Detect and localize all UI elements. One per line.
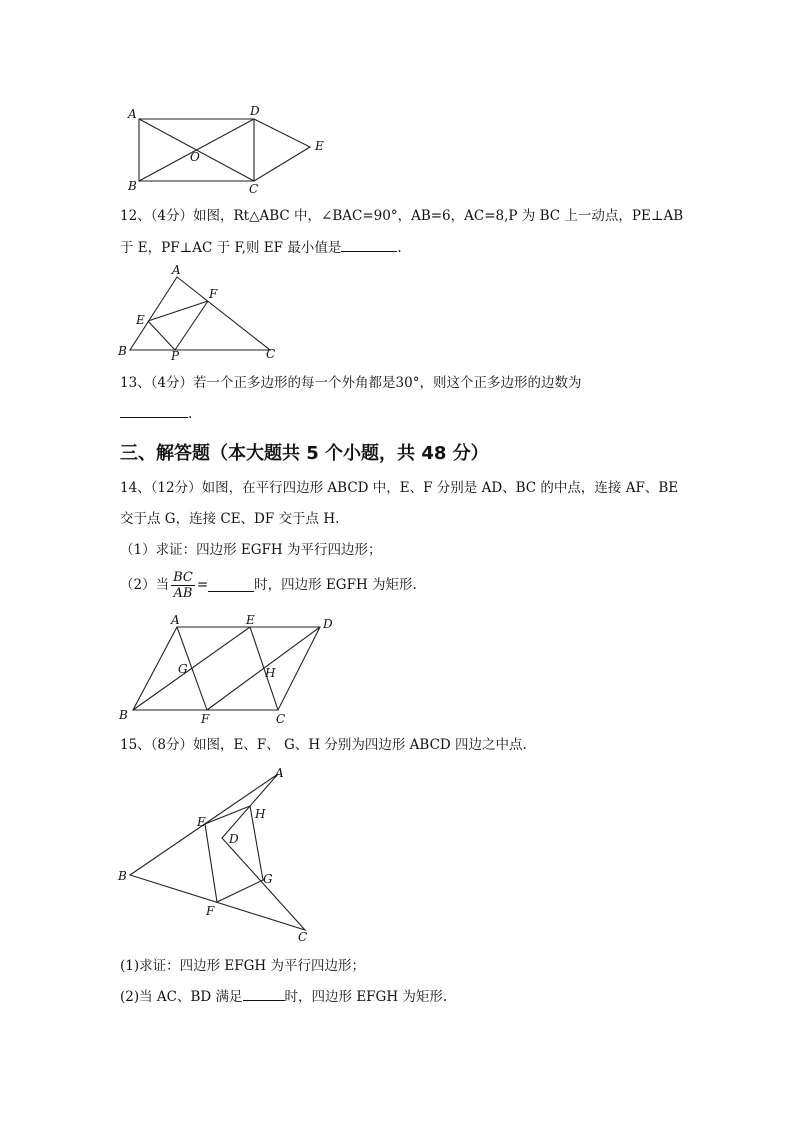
q14-part1: （1）求证：四边形 EGFH 为平行四边形； [120, 542, 382, 558]
label-d: D [229, 832, 239, 846]
fraction-denominator: AB [173, 585, 193, 601]
label-e: E [246, 613, 255, 627]
label-c: C [298, 930, 308, 944]
label-b: B [128, 179, 137, 193]
q12-line2 [120, 239, 402, 257]
label-e: E [197, 815, 206, 829]
label-a: A [171, 613, 180, 627]
q13-line1: 13、（4分）若一个正多边形的每一个外角都是30°，则这个正多边形的边数为 [120, 375, 582, 391]
q12-answer-blank[interactable] [341, 239, 397, 252]
q15-part2 [120, 988, 447, 1006]
q13-line2-end: . [188, 406, 193, 422]
q15-part1: (1)求证：四边形 EFGH 为平行四边形； [120, 958, 365, 974]
figure-rectangle-abcd [120, 100, 340, 200]
label-c: C [249, 182, 259, 196]
label-f: F [206, 904, 215, 918]
segment-ef [148, 301, 208, 321]
label-b: B [119, 708, 128, 722]
triangle-dec [254, 119, 310, 181]
label-g: G [263, 872, 273, 886]
label-a: A [172, 263, 181, 277]
figure-quadrilateral-abcd [115, 762, 320, 947]
q14-line2: 交于点 G，连接 CE、DF 交于点 H. [120, 511, 340, 527]
label-p: P [171, 349, 180, 362]
q13-line2 [120, 405, 192, 423]
label-e: E [136, 313, 145, 327]
segment-be [133, 627, 250, 710]
q15-answer-blank[interactable] [243, 988, 285, 1001]
label-d: D [250, 104, 260, 118]
label-f: F [209, 287, 218, 301]
segment-pf [175, 301, 208, 350]
segment-df [207, 627, 320, 710]
figure-right-triangle-abc [115, 262, 285, 362]
q12-line2-text: 于 E，PF⊥AC 于 F,则 EF 最小值是 [120, 240, 342, 256]
q14-part2-eq: = [196, 577, 209, 593]
q12-line2-end: . [397, 240, 402, 256]
fraction-numerator: BC [173, 569, 193, 585]
segment-pe [148, 321, 175, 350]
q15-part2-text: (2)当 AC、BD 满足 [120, 989, 243, 1005]
ratio-fraction [171, 570, 195, 601]
q15-line1: 15、（8分）如图，E、F、 G、H 分别为四边形 ABCD 四边之中点. [120, 737, 527, 753]
q14-part2 [120, 567, 417, 603]
q14-line1: 14、（12分）如图，在平行四边形 ABCD 中，E、F 分别是 AD、BC 的中点，连接 AF、BE [120, 480, 679, 496]
q14-answer-blank[interactable] [208, 579, 254, 592]
label-c: C [266, 347, 276, 361]
quadrilateral-abcd [130, 774, 305, 930]
label-d: D [323, 617, 333, 631]
label-e: E [315, 139, 324, 153]
label-c: C [276, 712, 286, 726]
label-a: A [275, 766, 284, 780]
label-g: G [178, 662, 188, 676]
label-b: B [118, 869, 127, 883]
parallelogram-abcd [133, 627, 320, 710]
q15-part2-end: 时，四边形 EFGH 为矩形. [284, 989, 448, 1005]
label-h: H [255, 807, 266, 821]
q12-line1: 12、（4分）如图，Rt△ABC 中，∠BAC=90°，AB=6，AC=8,P 为 BC 上一动点，PE⊥AB [120, 208, 684, 224]
q13-answer-blank[interactable] [120, 405, 188, 418]
label-f: F [201, 712, 210, 726]
label-b: B [118, 344, 127, 358]
section-3-title: 三、解答题（本大题共 5 个小题，共 48 分） [120, 443, 489, 464]
label-o: O [190, 150, 200, 164]
label-a: A [128, 107, 137, 121]
label-h: H [265, 666, 276, 680]
figure-parallelogram-abcd [115, 612, 345, 727]
q14-part2-prefix: （2）当 [120, 577, 170, 593]
q14-part2-suffix: 时，四边形 EGFH 为矩形. [254, 577, 417, 593]
